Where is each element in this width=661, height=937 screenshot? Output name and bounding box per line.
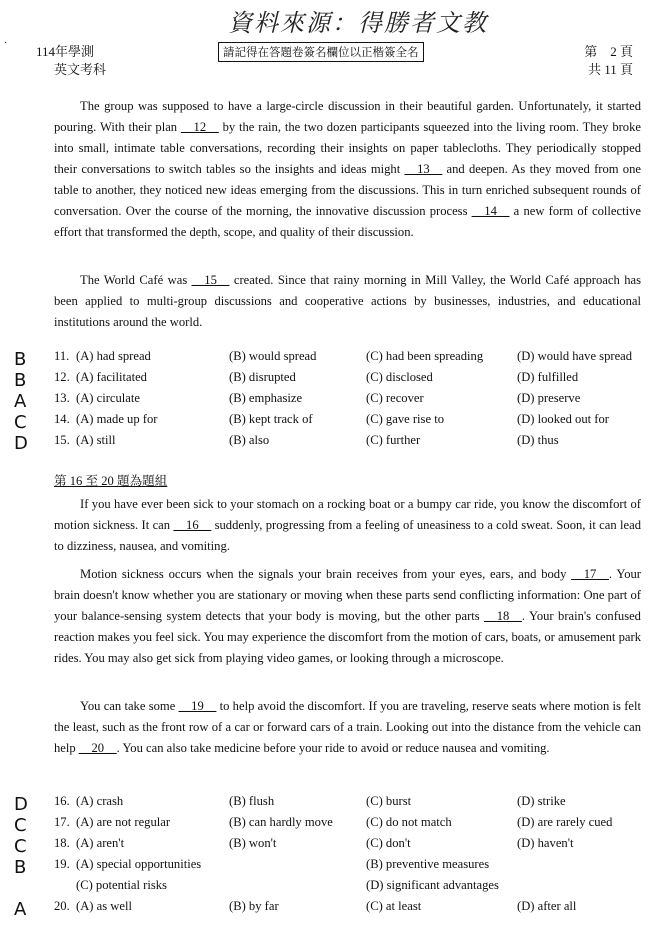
option-c: (C) further	[366, 433, 421, 447]
option-c: (C) do not match	[366, 815, 452, 829]
option-b: (B) emphasize	[229, 391, 303, 405]
option-c: (C) had been spreading	[366, 349, 484, 363]
question-row	[0, 370, 661, 390]
option-c: (C) don't	[366, 836, 411, 850]
blank-17: __17__	[571, 567, 609, 581]
option-c: (C) gave rise to	[366, 412, 444, 426]
option-a: (A) made up for	[76, 412, 158, 426]
option-b: (B) also	[229, 433, 270, 447]
question-row	[0, 815, 661, 835]
blank-15: __15__	[191, 273, 230, 287]
option-a: (A) as well	[76, 899, 132, 913]
option-b: (B) would spread	[229, 349, 317, 363]
passage2-paragraph2: Motion sickness occurs when the signals your brain receives from your eyes, ears, and body __17__. Your brain doesn't know whether you are stationary or moving when these parts send conflicting information: One part of your balance-sensing system detects that your body is moving, but the other parts __18__. Your brain's confused reaction makes you feel sick. You may experience the discomfort from the motion of cars, boats, or amusement park rides. You may also get sick from playing video games, or looking through a microscope.	[54, 567, 641, 665]
option-b: (B) can hardly move	[229, 815, 333, 829]
option-c: (C) recover	[366, 391, 424, 405]
blank-19: __19__	[178, 699, 217, 713]
option-d: (D) are rarely cued	[517, 815, 613, 829]
option-b: (B) kept track of	[229, 412, 313, 426]
option-c: (C) burst	[366, 794, 412, 808]
question-number: 13.	[54, 391, 70, 405]
option-c: (C) at least	[366, 899, 422, 913]
handwritten-answer: D	[14, 433, 28, 454]
question-number: 18.	[54, 836, 70, 850]
question-number: 12.	[54, 370, 70, 384]
blank-16: __16__	[173, 518, 212, 532]
exam-subject: 英文考科	[54, 62, 107, 77]
option-a: (A) are not regular	[76, 815, 171, 829]
handwritten-answer: D	[14, 794, 28, 815]
question-row-continued	[0, 878, 661, 898]
question-row	[0, 433, 661, 453]
passage1-paragraph1: The group was supposed to have a large-circle discussion in their beautiful garden. Unfortunately, it started pouring. With their plan __12__ by the rain, the two dozen participants squeezed into the living room. They broke into small, intimate table conversations, recording their insights on paper tablecloths. They periodically stopped their conversations to switch tables so the insights and ideas might __13__ and deepen. As they moved from one table to another, they noticed new ideas emerging from the discussions. This in turn enriched subsequent rounds of conversation. Over the course of the morning, the innovative discussion process __14__ a new form of collective effort that transformed the depth, scope, and quality of their discussion.	[54, 99, 641, 239]
option-d: (D) after all	[517, 899, 577, 913]
option-a: (A) facilitated	[76, 370, 147, 384]
exam-year: 114年學測	[36, 44, 95, 59]
option-c: (C) disclosed	[366, 370, 433, 384]
option-c: (C) potential risks	[76, 878, 167, 892]
option-b: (B) won't	[229, 836, 277, 850]
option-d: (D) significant advantages	[366, 878, 499, 892]
option-a: (A) crash	[76, 794, 124, 808]
signature-notice: 請記得在答題卷簽名欄位以正楷簽全名	[218, 42, 424, 62]
handwritten-answer: C	[14, 412, 27, 433]
option-d: (D) looked out for	[517, 412, 609, 426]
source-title: 資料來源：得勝者文教	[228, 9, 488, 37]
passage1-paragraph2: The World Café was __15__ created. Since that rainy morning in Mill Valley, the World Café approach has been applied to multi-group discussions and cooperative actions by businesses, industries, and educational institutions around the world.	[54, 273, 641, 329]
option-b: (B) preventive measures	[366, 857, 490, 871]
handwritten-answer: C	[14, 815, 27, 836]
option-b: (B) flush	[229, 794, 275, 808]
option-a: (A) aren't	[76, 836, 125, 850]
blank-12: __12__	[180, 120, 219, 134]
option-d: (D) preserve	[517, 391, 581, 405]
option-d: (D) thus	[517, 433, 559, 447]
option-a: (A) special opportunities	[76, 857, 202, 871]
question-row	[0, 349, 661, 369]
question-row	[0, 836, 661, 856]
handwritten-answer: B	[14, 857, 27, 878]
question-number: 16.	[54, 794, 70, 808]
option-d: (D) would have spread	[517, 349, 633, 363]
question-row	[0, 857, 661, 877]
option-a: (A) circulate	[76, 391, 140, 405]
question-number: 17.	[54, 815, 70, 829]
question-number: 19.	[54, 857, 70, 871]
question-row	[0, 899, 661, 919]
page-number: 第 2 頁	[584, 44, 633, 59]
margin-dot: ·	[4, 38, 8, 49]
option-d: (D) haven't	[517, 836, 574, 850]
question-number: 20.	[54, 899, 70, 913]
blank-18: __18__	[484, 609, 522, 623]
handwritten-answer: B	[14, 349, 27, 370]
handwritten-answer: B	[14, 370, 27, 391]
handwritten-answer: A	[14, 391, 27, 412]
handwritten-answer: C	[14, 836, 27, 857]
question-number: 15.	[54, 433, 70, 447]
option-b: (B) by far	[229, 899, 279, 913]
blank-13: __13__	[404, 162, 443, 176]
handwritten-answer: A	[14, 899, 27, 920]
passage2-paragraph1: If you have ever been sick to your stomach on a rocking boat or a bumpy car ride, you know the discomfort of motion sickness. It can __16__ suddenly, progressing from a feeling of uneasiness to a cold sweat. Soon, it can lead to dizziness, nausea, and vomiting.	[54, 497, 641, 553]
group-heading: 第 16 至 20 題為題組	[54, 474, 168, 488]
question-row	[0, 391, 661, 411]
option-d: (D) strike	[517, 794, 566, 808]
question-row	[0, 412, 661, 432]
question-row	[0, 794, 661, 814]
option-d: (D) fulfilled	[517, 370, 579, 384]
question-number: 11.	[54, 349, 70, 363]
blank-14: __14__	[471, 204, 510, 218]
total-pages: 共 11 頁	[587, 62, 633, 77]
passage2-paragraph3: You can take some __19__ to help avoid the discomfort. If you are traveling, reserve seats where motion is felt the least, such as the front row of a car or forward cars of a train. Looking out into the distance from the vehicle can help __20__. You can also take medicine before your ride to avoid or reduce nausea and vomiting.	[54, 699, 642, 755]
option-a: (A) had spread	[76, 349, 151, 363]
blank-20: __20__	[78, 741, 117, 755]
option-a: (A) still	[76, 433, 116, 447]
question-number: 14.	[54, 412, 70, 426]
option-b: (B) disrupted	[229, 370, 296, 384]
